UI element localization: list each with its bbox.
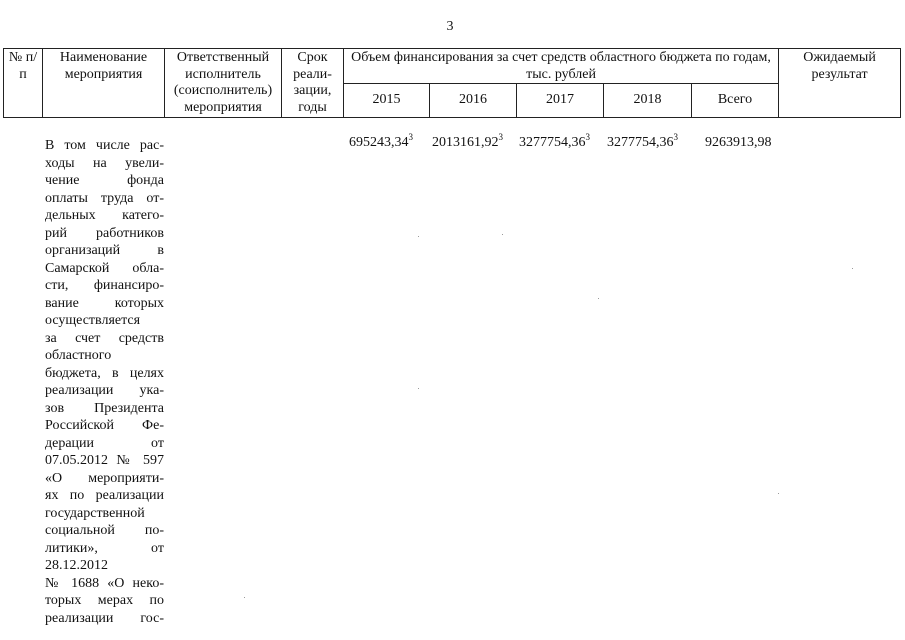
- funding-table-header: [3, 48, 901, 118]
- name-line: осуществляется: [45, 313, 141, 328]
- name-line: социальной по-: [45, 523, 164, 538]
- header-name: Наименование мероприятия: [43, 49, 165, 118]
- scan-speck: [418, 236, 419, 237]
- name-line: № 1688 «О неко-: [45, 575, 164, 591]
- footnote-mark: 3: [673, 132, 678, 142]
- name-line: дерации от: [45, 435, 164, 451]
- header-total: Всего: [692, 84, 779, 118]
- header-year-2015: 2015: [344, 84, 430, 118]
- scan-speck: [778, 493, 779, 494]
- name-line: сти, финансиро-: [45, 278, 164, 293]
- header-result: Ожидаемый результат: [779, 49, 901, 118]
- scan-speck: [598, 298, 599, 299]
- name-line: бюджета, в целях: [45, 365, 164, 381]
- name-line: 07.05.2012 № 597: [45, 453, 164, 468]
- scan-speck: [244, 597, 245, 598]
- header-funding: Объем финансирования за счет средств областного бюджета по годам, тыс. рублей: [344, 49, 779, 84]
- header-term: Срок реали-зации, годы: [282, 49, 344, 118]
- header-responsible: Ответственный исполнитель (соисполнитель) мероприятия: [165, 49, 282, 118]
- scan-speck: [418, 388, 419, 389]
- name-line: В том числе рас-: [45, 138, 164, 153]
- name-line: ях по реализации: [45, 488, 164, 503]
- name-line: Самарской обла-: [45, 260, 164, 276]
- name-line: дельных катего-: [45, 208, 164, 223]
- name-line: реализации ука-: [45, 383, 164, 398]
- name-line: ходы на увели-: [45, 155, 164, 171]
- value-2017: 3277754,36$^3$: [519, 132, 590, 150]
- name-line: областного: [45, 348, 112, 363]
- name-line: чение фонда: [45, 173, 164, 188]
- name-line: организаций в: [45, 243, 164, 258]
- name-line: оплаты труда от-: [45, 190, 164, 206]
- header-year-2017: 2017: [517, 84, 604, 118]
- footnote-mark: 3: [408, 132, 413, 142]
- header-year-2016: 2016: [430, 84, 517, 118]
- scan-speck: [502, 234, 503, 235]
- scan-speck: [852, 268, 853, 269]
- header-num: № п/п: [4, 49, 43, 118]
- name-line: рий работников: [45, 225, 164, 241]
- name-line: за счет средств: [45, 330, 164, 346]
- name-line: реализации гос-: [45, 610, 164, 626]
- value-2015: 695243,34$^3$: [349, 132, 413, 150]
- name-line: Российской Фе-: [45, 418, 164, 433]
- footnote-mark: 3: [585, 132, 590, 142]
- page-number: 3: [446, 19, 454, 34]
- name-line: торых мерах по: [45, 593, 164, 608]
- value-2018: 3277754,36$^3$: [607, 132, 678, 150]
- footnote-mark: 3: [498, 132, 503, 142]
- name-line: «О мероприяти-: [45, 470, 164, 486]
- measure-name-text: [45, 137, 164, 627]
- value-total: 9263913,98: [705, 135, 772, 150]
- name-line: зов Президента: [45, 400, 164, 416]
- name-line: литики», от: [45, 540, 164, 556]
- name-line: государственной: [45, 505, 145, 521]
- name-line: 28.12.2012: [45, 558, 108, 573]
- name-line: вание которых: [45, 295, 164, 311]
- header-year-2018: 2018: [604, 84, 692, 118]
- value-2016: 2013161,92$^3$: [432, 132, 503, 150]
